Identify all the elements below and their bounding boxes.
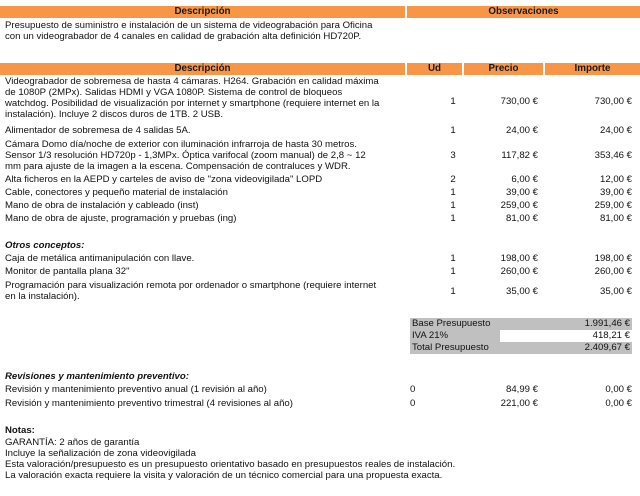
item-description bbox=[5, 139, 409, 172]
table-row bbox=[0, 213, 640, 224]
maintenance-amount: 0,00 € bbox=[605, 398, 632, 409]
item-line: Sensor 1/3 resolución HD720p - 1,3MPx. Óptica varifocal (zoom manual) de 2,8 ~ 12 bbox=[5, 150, 366, 161]
item-amount: 35,00 € bbox=[599, 286, 632, 297]
item-description bbox=[5, 280, 409, 302]
maintenance-description: Revisión y mantenimiento preventivo anual (1 revisión al año) bbox=[5, 384, 267, 395]
iva-value: 418,21 € bbox=[592, 330, 630, 341]
item-ud: 1 bbox=[450, 96, 456, 107]
total-label: Total Presupuesto bbox=[412, 342, 489, 353]
header-description: Descripción bbox=[0, 6, 405, 18]
item-price: 259,00 € bbox=[500, 200, 538, 211]
table-row bbox=[0, 187, 640, 198]
maintenance-price: 221,00 € bbox=[500, 398, 538, 409]
note-line: Esta valoración/presupuesto es un presupuesto orientativo basado en presupuestos reales de instalación. bbox=[5, 459, 456, 470]
table-row bbox=[0, 139, 640, 172]
maintenance-price: 84,99 € bbox=[505, 384, 538, 395]
item-amount: 260,00 € bbox=[594, 266, 632, 277]
base-value: 1.991,46 € bbox=[584, 318, 630, 329]
maintenance-description: Revisión y mantenimiento preventivo trimestral (4 revisiones al año) bbox=[5, 398, 293, 409]
table-row bbox=[0, 174, 640, 185]
item-ud: 2 bbox=[450, 174, 456, 185]
item-amount: 12,00 € bbox=[599, 174, 632, 185]
table-header-description: Descripción bbox=[0, 63, 405, 75]
item-ud: 1 bbox=[450, 266, 456, 277]
item-description: Cable, conectores y pequeño material de instalación bbox=[5, 187, 228, 198]
item-line: mm para ajuste de la imagen a la escena. Compensación de contraluces y WDR. bbox=[5, 161, 351, 172]
item-price: 260,00 € bbox=[500, 266, 538, 277]
totals-base-row bbox=[410, 318, 632, 330]
item-price: 198,00 € bbox=[500, 253, 538, 264]
totals-box bbox=[410, 318, 632, 356]
intro-line: con un videograbador de 4 canales en calidad de grabación alta definición HD720P. bbox=[5, 31, 362, 42]
total-value: 2.409,67 € bbox=[584, 342, 630, 353]
notes-title: Notas: bbox=[5, 425, 35, 436]
maintenance-ud: 0 bbox=[410, 384, 416, 395]
item-price: 39,00 € bbox=[505, 187, 538, 198]
item-amount: 24,00 € bbox=[599, 125, 632, 136]
totals-total-row bbox=[410, 342, 632, 354]
item-ud: 1 bbox=[450, 200, 456, 211]
maintenance-ud: 0 bbox=[410, 398, 416, 409]
item-line: Cámara Domo día/noche de exterior con iluminación infrarroja de hasta 30 metros. bbox=[5, 139, 357, 150]
item-description: Alta ficheros en la AEPD y carteles de aviso de "zona videovigilada" LOPD bbox=[5, 174, 323, 185]
base-label: Base Presupuesto bbox=[412, 318, 491, 329]
item-line: Videograbador de sobremesa de hasta 4 cámaras. H264. Grabación en calidad máxima bbox=[5, 76, 379, 87]
item-line: de 1080P (2MPx). Salidas HDMI y VGA 1080P. Sistema de control de bloqueos bbox=[5, 87, 343, 98]
iva-label: IVA 21% bbox=[410, 330, 500, 342]
table-row bbox=[0, 76, 640, 120]
item-amount: 353,46 € bbox=[594, 150, 632, 161]
item-description: Monitor de pantalla plana 32" bbox=[5, 266, 130, 277]
table-header-price: Precio bbox=[464, 63, 543, 75]
table-row bbox=[0, 200, 640, 211]
item-amount: 259,00 € bbox=[594, 200, 632, 211]
item-ud: 3 bbox=[450, 150, 456, 161]
item-description: Mano de obra de ajuste, programación y pruebas (ing) bbox=[5, 213, 237, 224]
table-row bbox=[0, 398, 640, 409]
intro-text bbox=[5, 20, 372, 42]
totals-iva-row bbox=[410, 330, 632, 342]
item-amount: 730,00 € bbox=[594, 96, 632, 107]
item-ud: 1 bbox=[450, 125, 456, 136]
note-line: GARANTÍA: 2 años de garantía bbox=[5, 437, 140, 448]
note-line: Incluye la señalización de zona videovigilada bbox=[5, 448, 196, 459]
notes-list bbox=[5, 437, 455, 481]
item-price: 117,82 € bbox=[501, 150, 538, 161]
maintenance-title: Revisiones y mantenimiento preventivo: bbox=[5, 371, 189, 382]
item-description: Caja de metálica antimanipulación con llave. bbox=[5, 253, 195, 264]
item-description: Alimentador de sobremesa de 4 salidas 5A. bbox=[5, 125, 191, 136]
maintenance-amount: 0,00 € bbox=[605, 384, 632, 395]
item-ud: 1 bbox=[450, 213, 456, 224]
table-row bbox=[0, 253, 640, 264]
item-ud: 1 bbox=[450, 286, 456, 297]
item-description: Mano de obra de instalación y cableado (inst) bbox=[5, 200, 199, 211]
note-line: La valoración exacta requiere la visita y valoración de un técnico comercial para una propuesta exacta. bbox=[5, 470, 443, 481]
item-amount: 198,00 € bbox=[594, 253, 632, 264]
other-concepts-title: Otros conceptos: bbox=[5, 240, 85, 251]
header-observations: Observaciones bbox=[407, 6, 640, 18]
table-row bbox=[0, 125, 640, 136]
table-row bbox=[0, 384, 640, 395]
item-price: 6,00 € bbox=[511, 174, 538, 185]
item-line: Programación para visualización remota por ordenador o smartphone (requiere internet bbox=[5, 280, 377, 291]
item-line: instalación). Incluye 2 discos duros de 1TB. 2 USB. bbox=[5, 109, 224, 120]
item-line: watchdog. Posibilidad de visualización por internet y smartphone (requiere internet en la bbox=[5, 98, 380, 109]
item-price: 81,00 € bbox=[505, 213, 538, 224]
item-price: 730,00 € bbox=[500, 96, 538, 107]
item-line: en la instalación). bbox=[5, 291, 80, 302]
table-row bbox=[0, 266, 640, 277]
item-amount: 39,00 € bbox=[599, 187, 632, 198]
item-ud: 1 bbox=[450, 187, 456, 198]
item-description bbox=[5, 76, 409, 120]
item-amount: 81,00 € bbox=[599, 213, 632, 224]
item-ud: 1 bbox=[450, 253, 456, 264]
item-price: 35,00 € bbox=[505, 286, 538, 297]
intro-line: Presupuesto de suministro e instalación de un sistema de videograbación para Oficina bbox=[5, 20, 373, 31]
table-header-amount: Importe bbox=[545, 63, 640, 75]
table-row bbox=[0, 280, 640, 302]
item-price: 24,00 € bbox=[505, 125, 538, 136]
table-header-ud: Ud bbox=[407, 63, 462, 75]
